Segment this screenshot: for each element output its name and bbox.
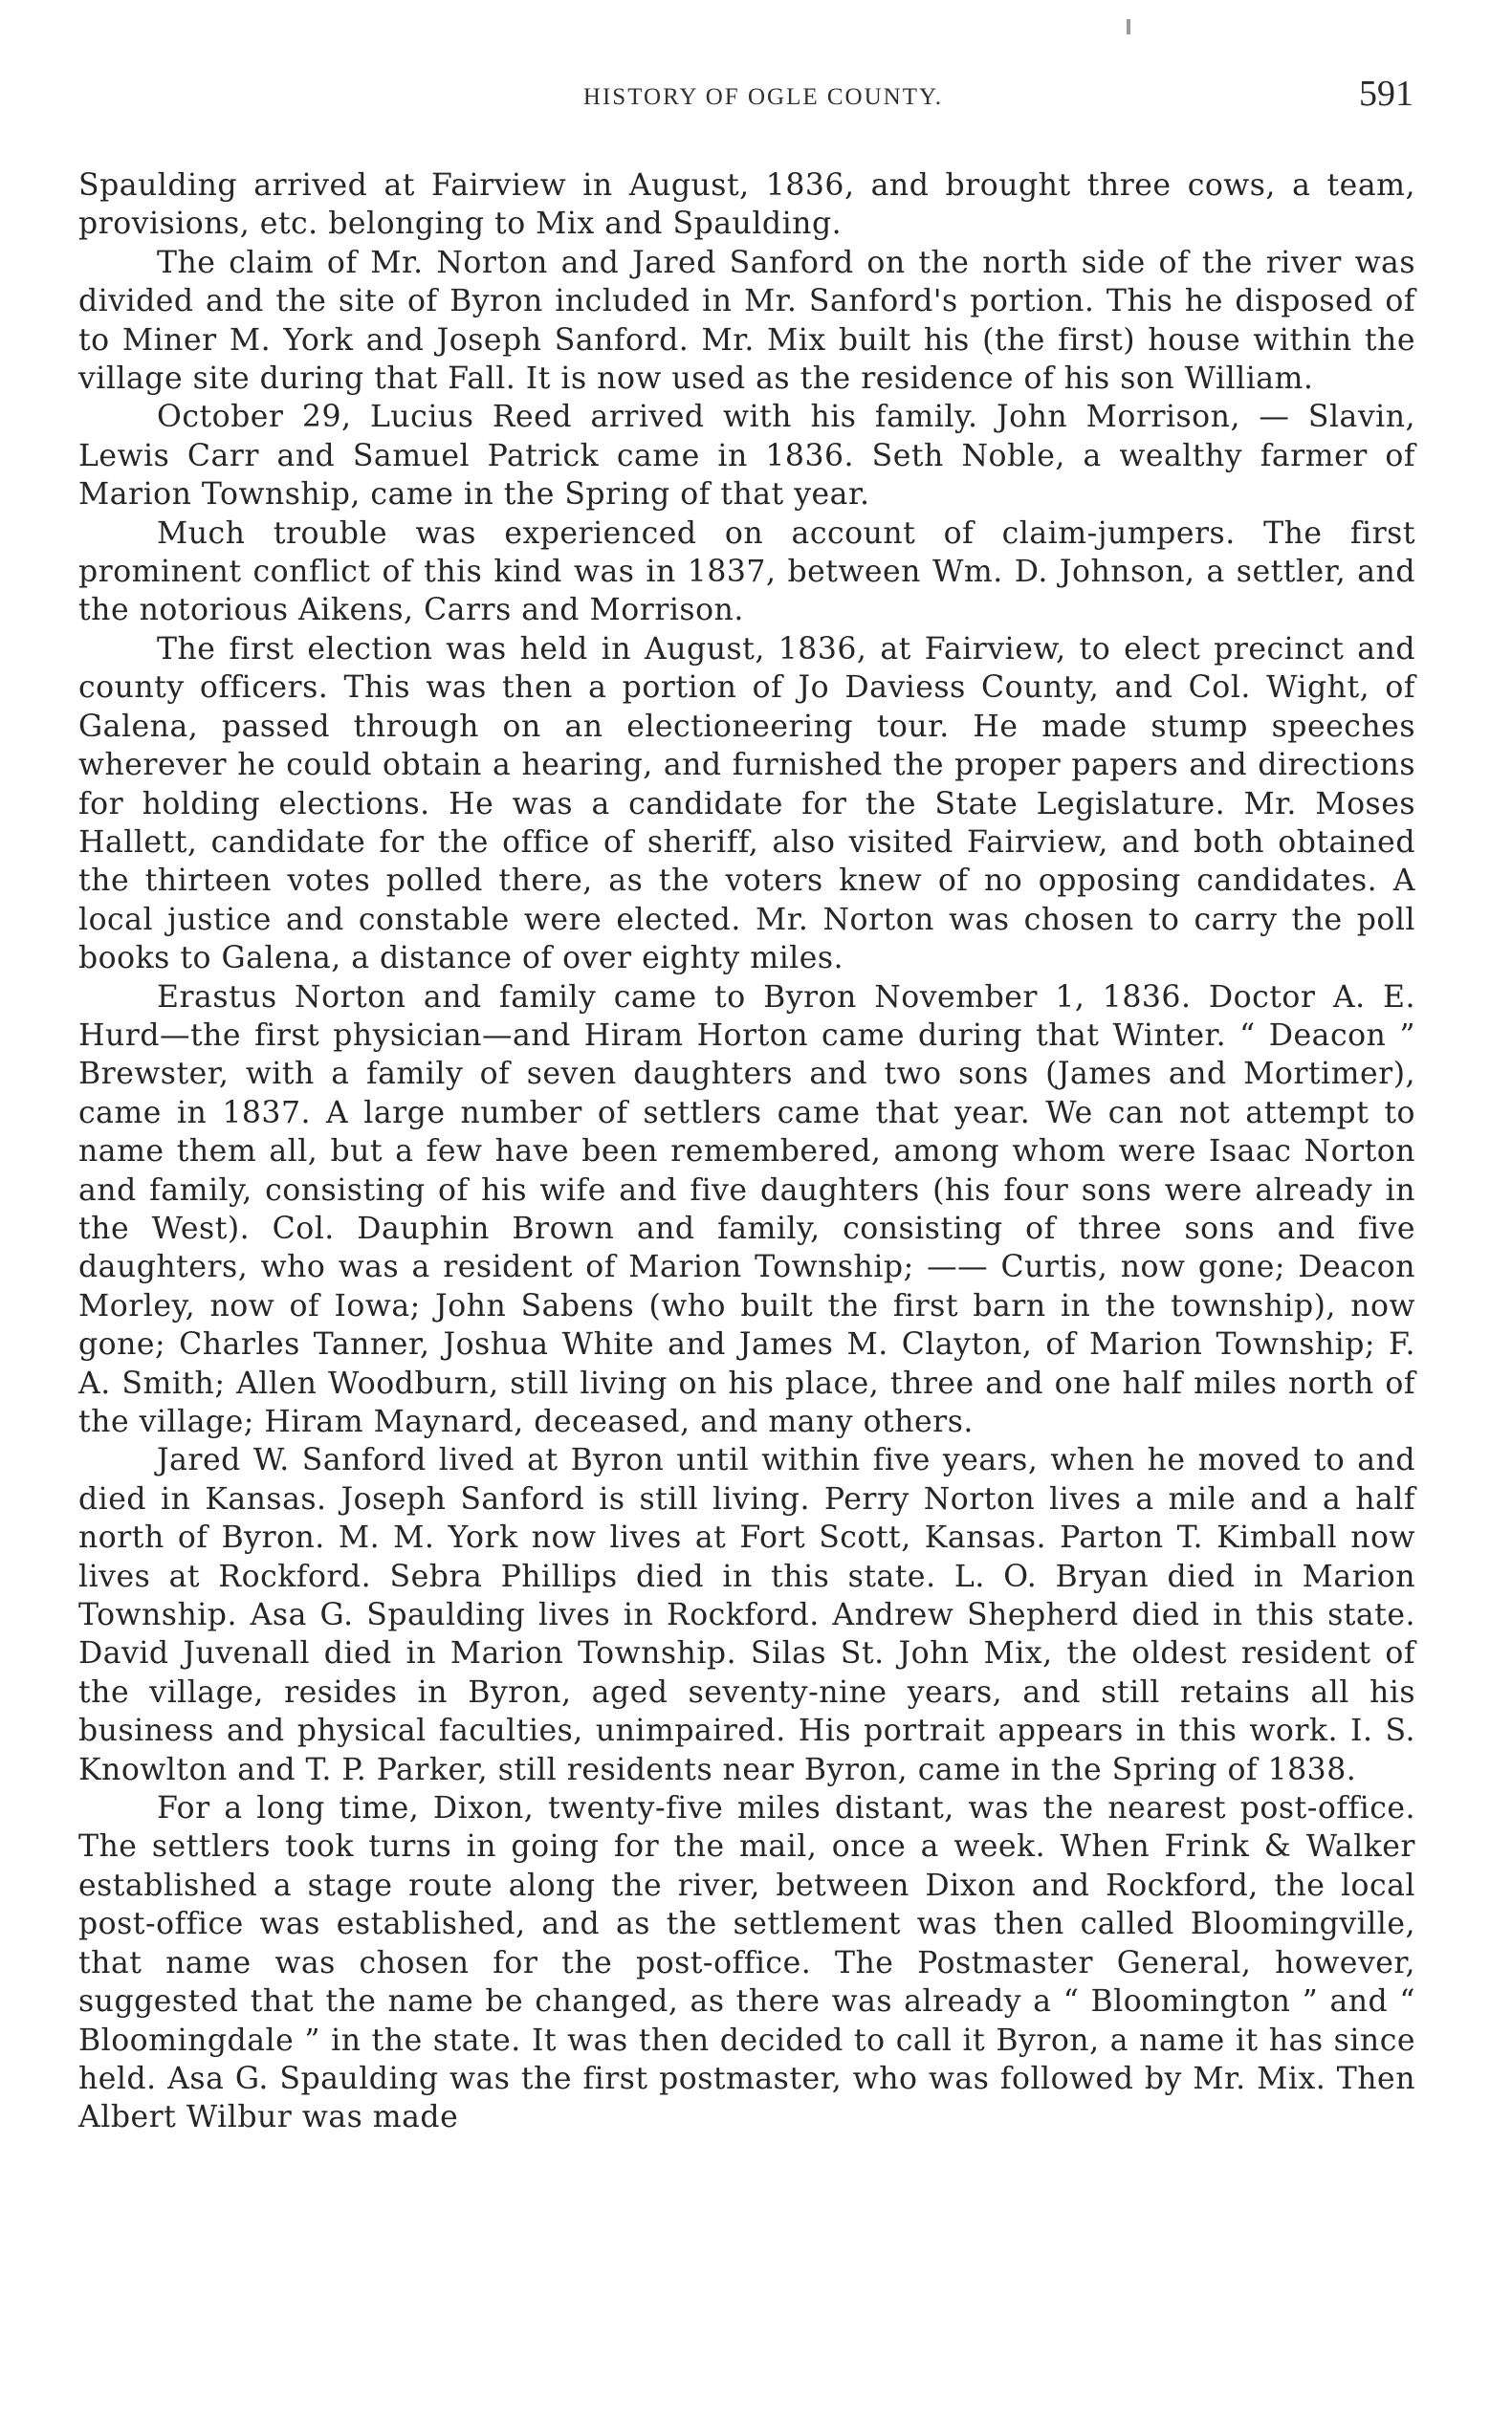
- page-number: 591: [1359, 74, 1413, 114]
- paragraph: The claim of Mr. Norton and Jared Sanford on the north side of the river was divided and the site of Byron included in Mr. Sanford's portion. This he disposed of to Miner M. York and Joseph Sanford. Mr. Mix built his (the first) house within the village site during that Fall. It is now used as the residence of his son William.: [78, 245, 1415, 397]
- scan-mark: [1127, 19, 1130, 34]
- paragraph: October 29, Lucius Reed arrived with his family. John Morrison, — Slavin, Lewis Carr and Samuel Patrick came in 1836. Seth Noble, a wealthy farmer of Marion Township, came in the Spring of that year.: [78, 400, 1415, 513]
- paragraph: Much trouble was experienced on account of claim-jumpers. The first prominent conflict of this kind was in 1837, between Wm. D. Johnson, a settler, and the notorious Aikens, Carrs and Morrison.: [78, 515, 1415, 628]
- paragraph: Jared W. Sanford lived at Byron until within five years, when he moved to and died in Kansas. Joseph Sanford is still living. Perry Norton lives a mile and a half north of Byron. M. M. York now lives at Fort Scott, Kansas. Parton T. Kimball now lives at Rockford. Sebra Phillips died in this state. L. O. Bryan died in Marion Township. Asa G. Spaulding lives in Rockford. Andrew Shepherd died in this state. David Juvenall died in Marion Township. Silas St. John Mix, the oldest resident of the village, resides in Byron, aged seventy-nine years, and still retains all his business and physical faculties, unimpaired. His portrait appears in this work. I. S. Knowlton and T. P. Parker, still residents near Byron, came in the Spring of 1838.: [78, 1443, 1415, 1787]
- page-header: [75, 71, 1413, 119]
- body-text: [78, 166, 1415, 2137]
- paragraph: Spaulding arrived at Fairview in August, 1836, and brought three cows, a team, provisions, etc. belonging to Mix and Spaulding.: [78, 168, 1415, 242]
- paragraph: The first election was held in August, 1836, at Fairview, to elect precinct and county officers. This was then a portion of Jo Daviess County, and Col. Wight, of Galena, passed through on an electioneering tour. He made stump speeches wherever he could obtain a hearing, and furnished the proper papers and directions for holding elections. He was a candidate for the State Legislature. Mr. Moses Hallett, candidate for the office of sheriff, also visited Fairview, and both obtained the thirteen votes polled there, as the voters knew of no opposing candidates. A local justice and constable were elected. Mr. Norton was chosen to carry the poll books to Galena, a distance of over eighty miles.: [78, 631, 1415, 976]
- paragraph: Erastus Norton and family came to Byron November 1, 1836. Doctor A. E. Hurd—the first physician—and Hiram Horton came during that Winter. “ Deacon ” Brewster, with a family of seven daughters and two sons (James and Mortimer), came in 1837. A large number of settlers came that year. We can not attempt to name them all, but a few have been remembered, among whom were Isaac Norton and family, consisting of his wife and five daughters (his four sons were already in the West). Col. Dauphin Brown and family, consisting of three sons and five daughters, who was a resident of Marion Township; —— Curtis, now gone; Deacon Morley, now of Iowa; John Sabens (who built the first barn in the township), now gone; Charles Tanner, Joshua White and James M. Clayton, of Marion Township; F. A. Smith; Allen Woodburn, still living on his place, three and one half miles north of the village; Hiram Maynard, deceased, and many others.: [78, 979, 1415, 1439]
- running-title: HISTORY OF OGLE COUNTY.: [582, 84, 944, 110]
- paragraph: For a long time, Dixon, twenty-five miles distant, was the nearest post-office. The settlers took turns in going for the mail, once a week. When Frink & Walker established a stage route along the river, between Dixon and Rockford, the local post-office was established, and as the settlement was then called Bloomingville, that name was chosen for the post-office. The Postmaster General, however, suggested that the name be changed, as there was already a “ Bloomington ” and “ Bloomingdale ” in the state. It was then decided to call it Byron, a name it has since held. Asa G. Spaulding was the first postmaster, who was followed by Mr. Mix. Then Albert Wilbur was made: [78, 1791, 1415, 2135]
